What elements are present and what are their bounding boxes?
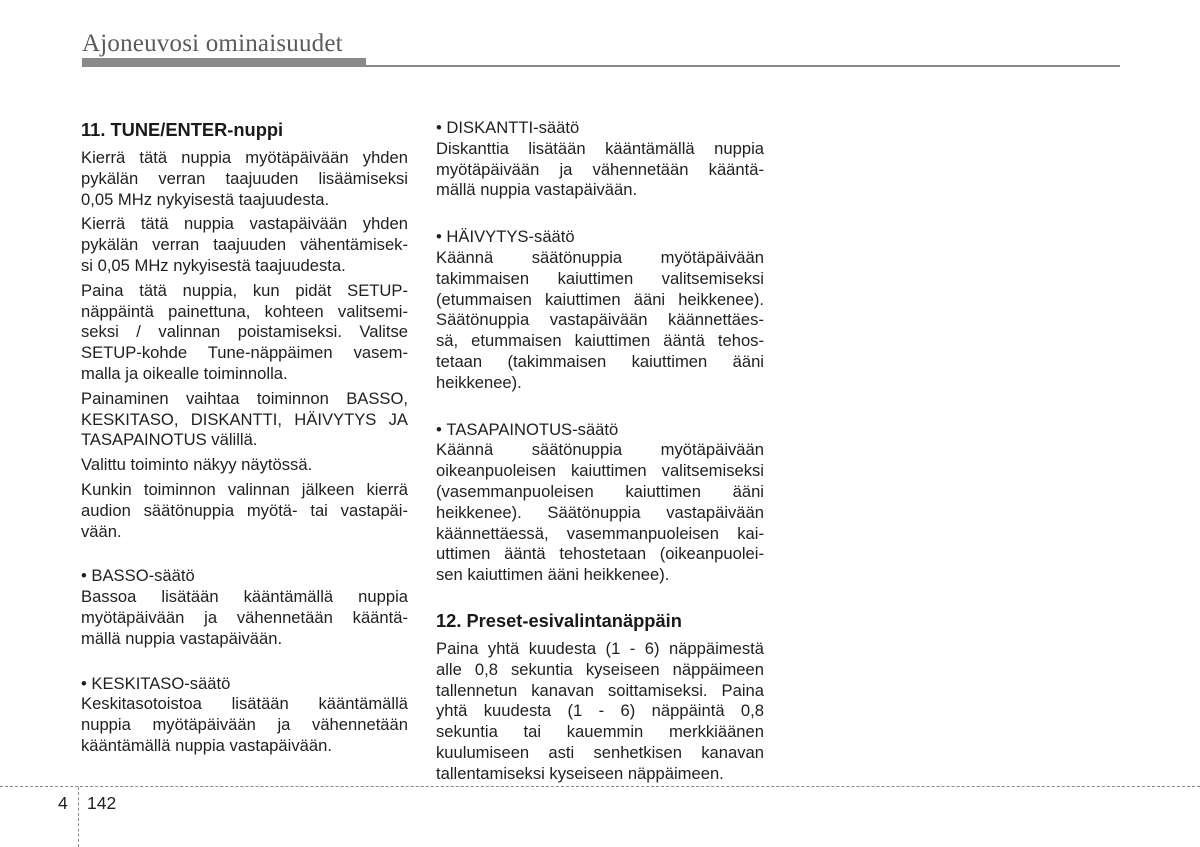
text-line: Painaminen vaihtaa toiminnon BASSO, [81, 388, 408, 408]
text-line: heikkenee). [436, 372, 522, 392]
text-paragraph [81, 694, 408, 756]
text-line: myötäpäivään ja vähennetään kääntä- [81, 607, 408, 627]
text-line: tetaan (takimmaisen kaiuttimen ääni [436, 351, 764, 371]
page-header-title: Ajoneuvosi ominaisuudet [82, 30, 343, 57]
text-paragraph [436, 248, 764, 394]
text-paragraph [81, 455, 408, 476]
text-line: käännettäessä, vasemmanpuoleisen kai- [436, 523, 764, 543]
section-heading-tune-enter: 11. TUNE/ENTER-nuppi [81, 119, 284, 140]
text-line: malla ja oikealle toiminnolla. [81, 363, 288, 383]
text-line: tallentamiseksi kyseiseen näppäimeen. [436, 763, 724, 783]
section-heading-preset: 12. Preset-esivalintanäppäin [436, 609, 682, 631]
bass-text [81, 587, 408, 649]
text-line: Paina tätä nuppia, kun pidät SETUP- [81, 280, 408, 300]
page-number: 142 [87, 793, 117, 813]
right-column [436, 118, 764, 789]
text-line: pykälän verran taajuuden vähentämisek- [81, 235, 408, 255]
text-line: yhtä kuudesta (1 - 6) näppäintä 0,8 [436, 701, 764, 721]
mid-text [81, 694, 408, 756]
text-paragraph [81, 587, 408, 649]
footer-rule [0, 786, 1200, 787]
text-line: Kunkin toiminnon valinnan jälkeen kierrä [81, 479, 408, 499]
text-line: sen kaiuttimen ääni heikkenee). [436, 565, 670, 585]
footer-divider [78, 787, 79, 847]
text-line: (vasemmanpuoleisen kaiuttimen ääni [436, 481, 764, 501]
text-paragraph [81, 214, 408, 276]
text-line: (etummaisen kaiuttimen ääni heikkenee). [436, 289, 764, 309]
text-line: mällä nuppia vastapäivään. [81, 628, 283, 648]
text-line: alle 0,8 sekuntia kyseiseen näppäimeen [436, 659, 764, 679]
text-paragraph [81, 480, 408, 542]
fader-bullet: • HÄIVYTYS-säätö [436, 227, 764, 248]
text-paragraph [436, 139, 764, 201]
text-line: takimmaisen kaiuttimen valitsemiseksi [436, 268, 764, 288]
mid-bullet: • KESKITASO-säätö [81, 674, 408, 695]
text-line: seksi / valinnan poistamiseksi. Valitse [81, 322, 408, 342]
text-line: Käännä säätönuppia myötäpäivään [436, 440, 764, 460]
text-line: nuppia myötäpäivään ja vähennetään [81, 715, 408, 735]
text-line: SETUP-kohde Tune-näppäimen vasem- [81, 343, 408, 363]
text-line: heikkenee). Säätönuppia vastapäivään [436, 502, 764, 522]
header-rule [82, 65, 1120, 67]
text-line: sä, etummaisen kaiuttimen ääntä tehos- [436, 331, 764, 351]
text-line: 0,05 MHz nykyisestä taajuudesta. [81, 189, 330, 209]
text-line: kääntämällä nuppia vastapäivään. [81, 735, 332, 755]
text-line: sekuntia tai kauemmin merkkiäänen [436, 722, 764, 742]
text-line: Diskanttia lisätään kääntämällä nuppia [436, 138, 764, 158]
text-paragraph [81, 148, 408, 210]
text-line: myötäpäivään ja vähennetään kääntä- [436, 159, 764, 179]
left-column [81, 118, 408, 761]
text-line: mällä nuppia vastapäivään. [436, 180, 638, 200]
fader-text [436, 248, 764, 394]
text-line: näppäintä painettuna, kohteen valitsemi- [81, 301, 408, 321]
text-line: Valittu toiminto näkyy näytössä. [81, 455, 313, 475]
text-line: Kierrä tätä nuppia vastapäivään yhden [81, 214, 408, 234]
text-line: kuulumiseen asti senhetkisen kanavan [436, 742, 764, 762]
text-line: Kierrä tätä nuppia myötäpäivään yhden [81, 148, 408, 167]
text-line: Säätönuppia vastapäivään käännettäes- [436, 310, 764, 330]
text-line: uttimen ääntä tehostetaan (oikeanpuolei- [436, 544, 764, 564]
text-paragraph [436, 639, 764, 785]
treble-text [436, 139, 764, 201]
text-line: Keskitasotoistoa lisätään kääntämällä [81, 694, 408, 714]
text-line: KESKITASO, DISKANTTI, HÄIVYTYS JA [81, 409, 408, 429]
chapter-number: 4 [58, 793, 68, 813]
bass-bullet: • BASSO-säätö [81, 566, 408, 587]
text-line: vään. [81, 521, 122, 541]
text-line: Paina yhtä kuudesta (1 - 6) näppäimestä [436, 638, 764, 658]
text-line: audion säätönuppia myötä- tai vastapäi- [81, 500, 408, 520]
text-paragraph [81, 389, 408, 451]
tune-paragraphs [81, 148, 408, 542]
balance-bullet: • TASAPAINOTUS-säätö [436, 420, 764, 441]
text-paragraph [81, 281, 408, 385]
text-line: oikeanpuoleisen kaiuttimen valitsemiseksi [436, 461, 764, 481]
text-paragraph [436, 440, 764, 586]
preset-text [436, 639, 764, 785]
text-line: pykälän verran taajuuden lisäämiseksi [81, 168, 408, 188]
text-line: tallennetun kanavan soittamiseksi. Paina [436, 680, 764, 700]
text-line: si 0,05 MHz nykyisestä taajuudesta. [81, 255, 346, 275]
text-line: Bassoa lisätään kääntämällä nuppia [81, 587, 408, 607]
text-line: Käännä säätönuppia myötäpäivään [436, 247, 764, 267]
balance-text [436, 440, 764, 586]
text-line: TASAPAINOTUS välillä. [81, 430, 258, 450]
treble-bullet: • DISKANTTI-säätö [436, 118, 764, 139]
